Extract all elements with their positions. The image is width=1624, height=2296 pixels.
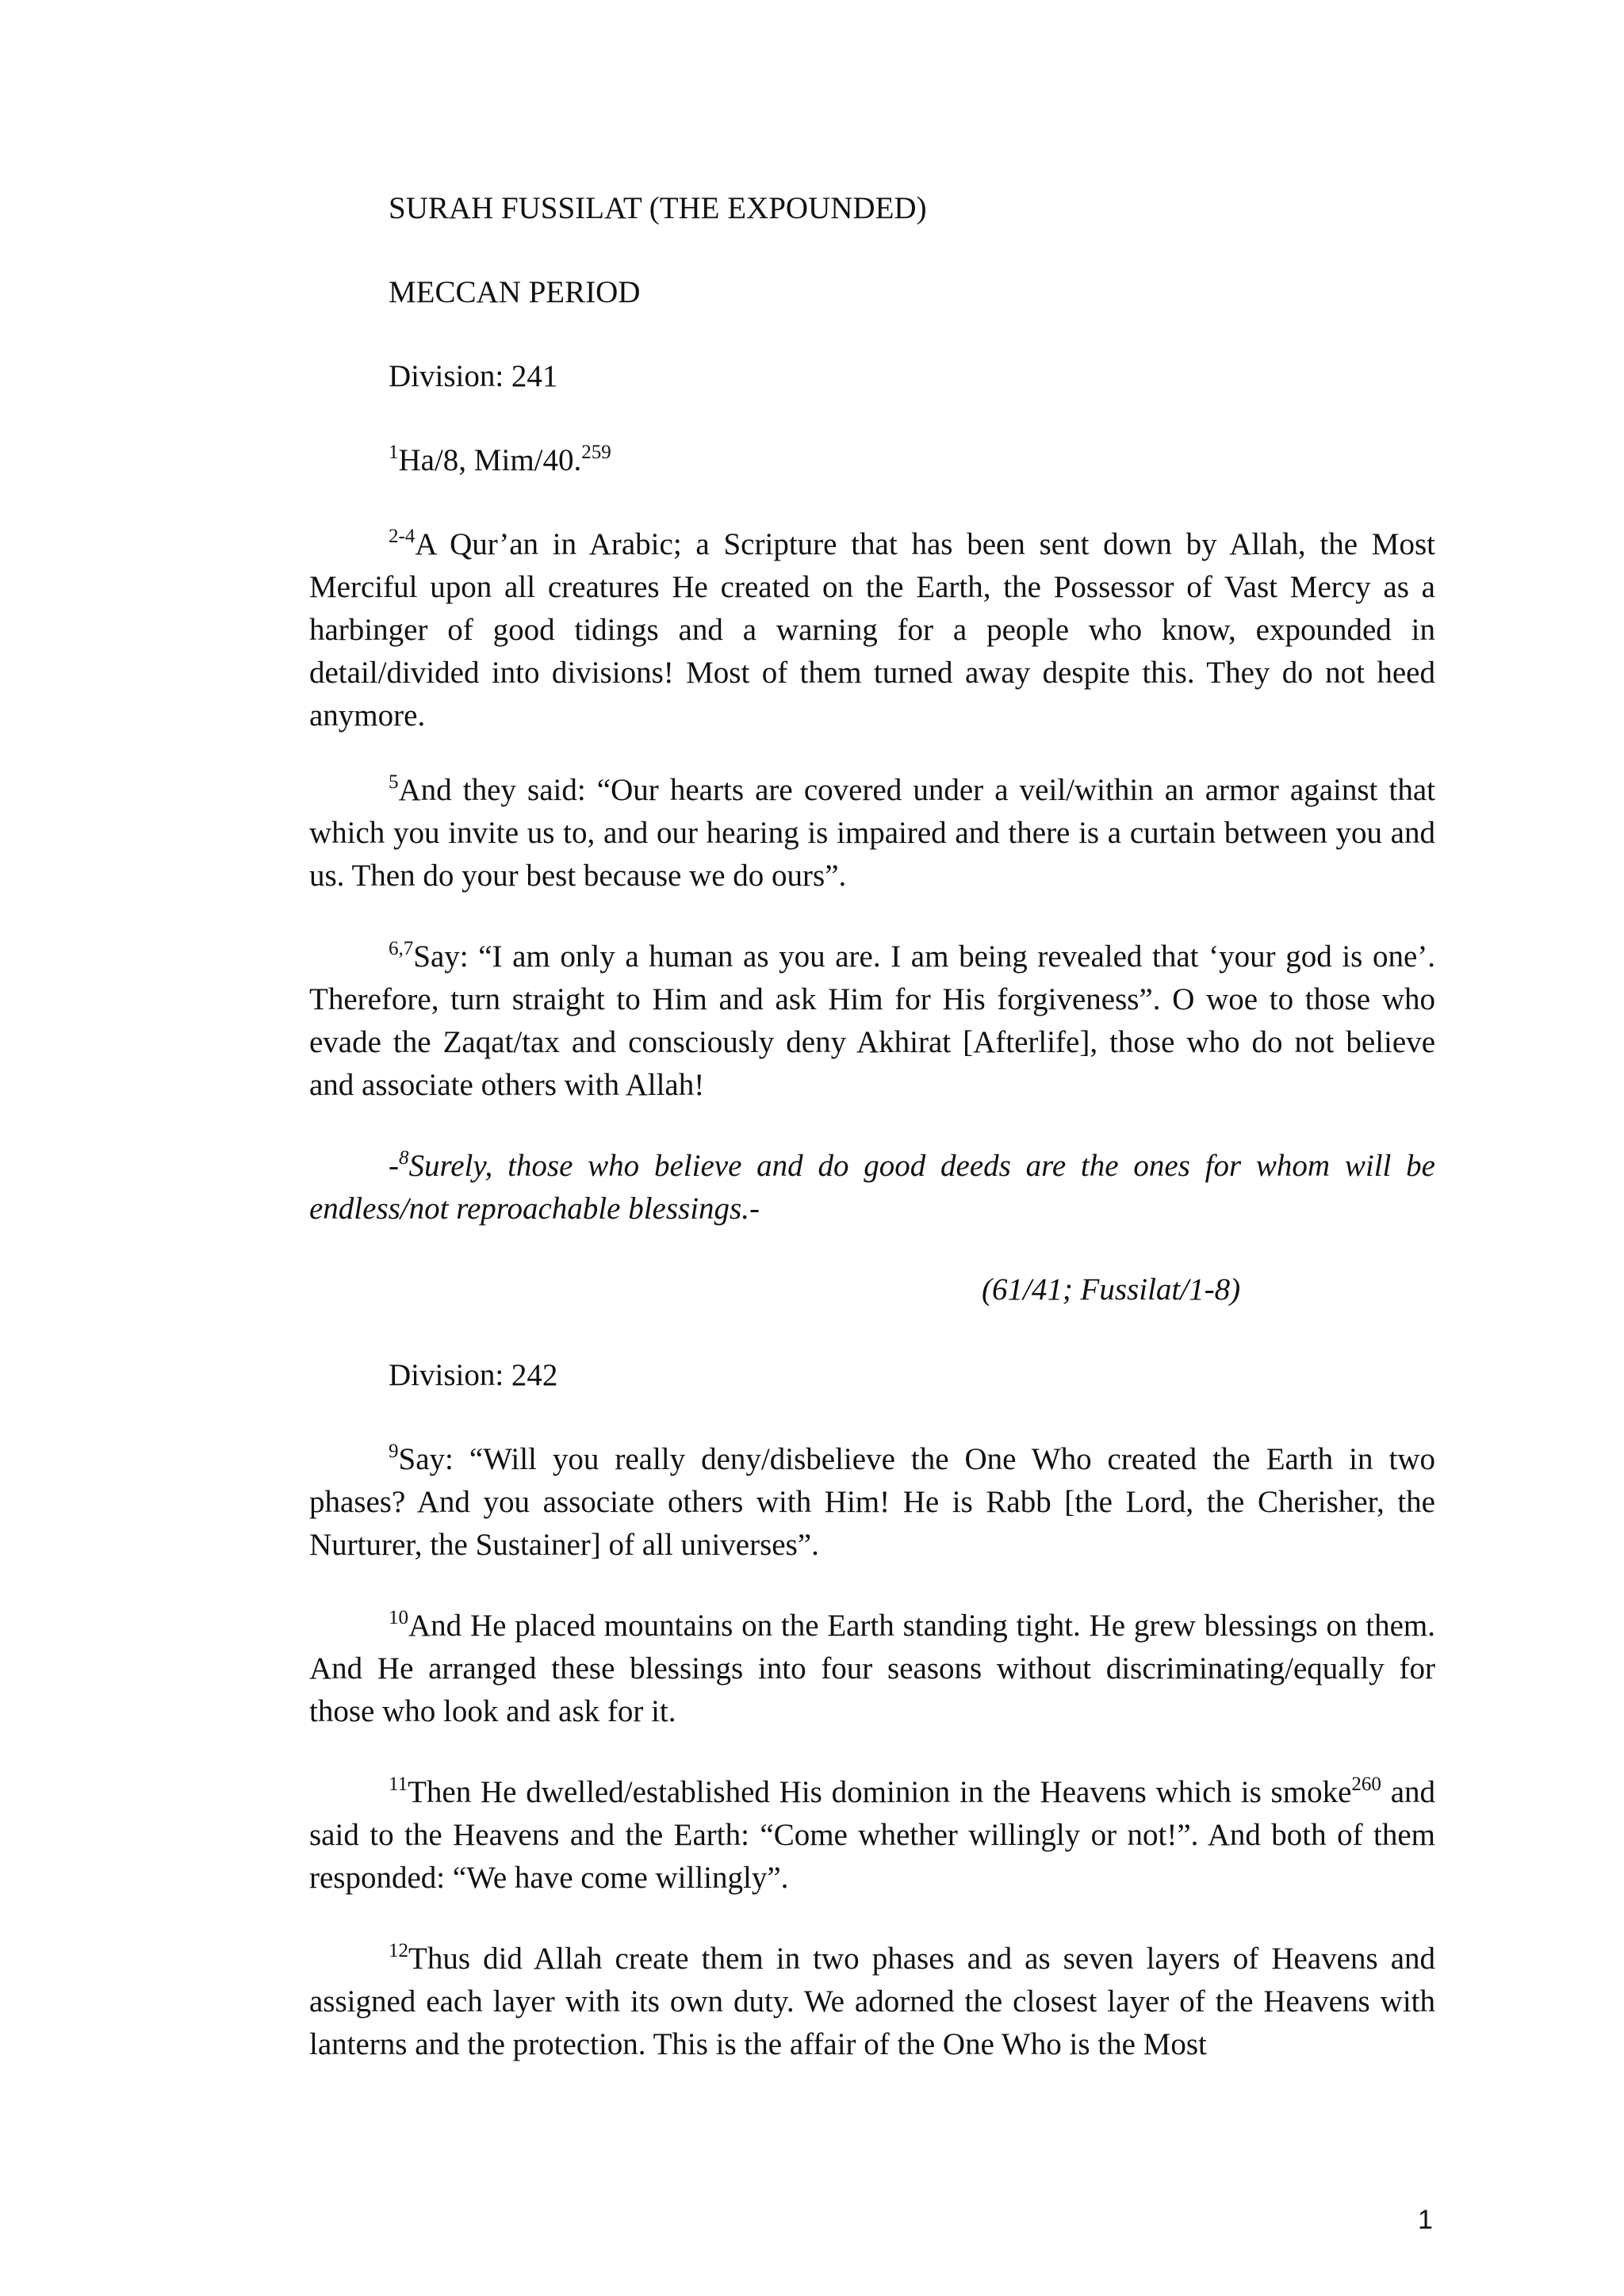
verse-9	[309, 1438, 1435, 1567]
verse-number: 9	[389, 1441, 399, 1462]
verse-2-4	[309, 523, 1435, 737]
verse-10	[309, 1605, 1435, 1733]
verse-12	[309, 1938, 1435, 2066]
verse-number: 12	[389, 1940, 408, 1961]
verse-number: 2-4	[389, 526, 416, 547]
verse-text-continued: and said to the Heavens and the Earth: “Come whether willingly or not!”. And both of them responded: “We have come willingly”.	[309, 1775, 1436, 1895]
verse-text: Ha/8, Mim/40.	[398, 443, 582, 477]
division-label: Division: 242	[389, 1358, 558, 1392]
verse-number: 5	[389, 771, 399, 793]
verse-number: 1	[389, 442, 399, 463]
verse-text: And they said: “Our hearts are covered under a veil/within an armor against that which you invite us to, and our hearing is impaired and there is a curtain between you and us. Then do your best because we do ours”.	[309, 773, 1435, 893]
page-number: 1	[1418, 2205, 1433, 2235]
verse-11	[309, 1771, 1435, 1900]
division-label: Division: 241	[389, 359, 558, 393]
verse-number: 8	[399, 1147, 409, 1169]
verse-text: Then He dwelled/established His dominion in the Heavens which is smoke	[408, 1775, 1352, 1809]
verse-number: 10	[389, 1607, 408, 1628]
verse-text: And He placed mountains on the Earth standing tight. He grew blessings on them. And He arranged these blessings into four seasons without discriminating/equally for those who look and ask for it.	[309, 1609, 1435, 1728]
verse-text: A Qur’an in Arabic; a Scripture that has been sent down by Allah, the Most Merciful upon all creatures He created on the Earth, the Possessor of Vast Mercy as a harbinger of good tidings and a warning for a people who know, expounded in detail/divided into divisions! Most of them turned away despite this. They do not heed anymore.	[309, 527, 1435, 733]
citation: (61/41; Fussilat/1-8)	[982, 1272, 1241, 1307]
surah-title: SURAH FUSSILAT (THE EXPOUNDED)	[389, 191, 927, 225]
footnote-marker: 259	[581, 442, 611, 463]
footnote-marker: 260	[1351, 1774, 1381, 1795]
verse-text: Say: “Will you really deny/disbelieve the One Who created the Earth in two phases? And you associate others with Him! He is Rabb [the Lord, the Cherisher, the Nurturer, the Sustainer] of all universes”.	[309, 1442, 1435, 1562]
verse-text: Surely, those who believe and do good deeds are the ones for whom will be endless/not reproachable blessings.-	[309, 1149, 1435, 1226]
verse-text: Thus did Allah create them in two phases and as seven layers of Heavens and assigned each layer with its own duty. We adorned the closest layer of the Heavens with lanterns and the protection. This is the affair of the One Who is the Most	[309, 1942, 1435, 2061]
period-heading: MECCAN PERIOD	[389, 275, 641, 309]
verse-number: 11	[389, 1774, 408, 1795]
verse-5	[309, 769, 1435, 897]
verse-6-7	[309, 936, 1435, 1107]
verse-number: 6,7	[389, 938, 414, 959]
verse-1	[389, 439, 611, 482]
verse-text: Say: “I am only a human as you are. I am being revealed that ‘your god is one’. Therefore, turn straight to Him and ask Him for His forgiveness”. O woe to those who evade the Zaqat/tax and consciously deny Akhirat [Afterlife], those who do not believe and associate others with Allah!	[309, 939, 1435, 1102]
verse-8	[309, 1145, 1435, 1230]
verse-prefix: -	[389, 1149, 399, 1183]
